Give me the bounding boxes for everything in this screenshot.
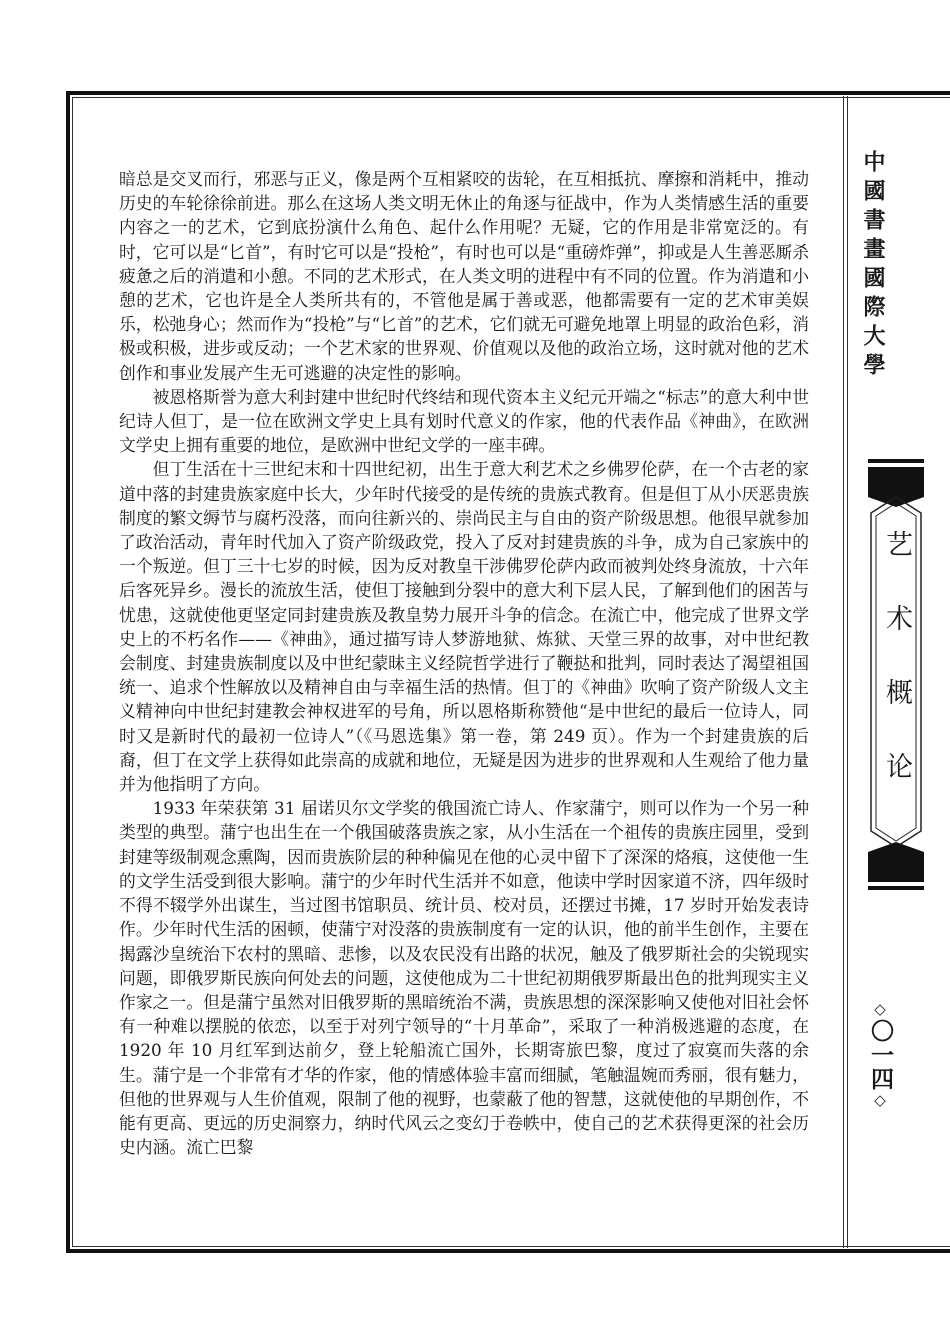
paragraph-3: 但丁生活在十三世纪末和十四世纪初，出生于意大利艺术之乡佛罗伦萨，在一个古老的家道中落的封建贵族家庭中长大，少年时代接受的是传统的贵族式教育。但是但丁从小厌恶贵族制度的繁文缛节与腐朽没落，而向往新兴的、崇尚民主与自由的资产阶级思想。他很早就参加了政治活动，青年时代加入了资产阶级政党，投入了反对封建贵族的斗争，成为自己家族中的一个叛逆。但丁三十七岁的时候，因为反对教皇干涉佛罗伦萨内政而被判处终身流放，十六年后客死异乡。漫长的流放生活，使但丁接触到分裂中的意大利下层人民，了解到他们的困苦与忧患，这就使他更坚定同封建贵族及教皇势力展开斗争的信念。在流亡中，他完成了世界文学史上的不朽名作——《神曲》，通过描写诗人梦游地狱、炼狱、天堂三界的故事，对中世纪教会制度、封建贵族制度以及中世纪蒙昧主义经院哲学进行了鞭挞和批判，同时表达了渴望祖国统一、追求个性解放以及精神自由与幸福生活的热情。但丁的《神曲》吹响了资产阶级人文主义精神向中世纪封建教会神权进军的号角，所以恩格斯称赞他“是中世纪的最后一位诗人，同时又是新时代的最初一位诗人”（《马恩选集》第一卷，第 249 页）。作为一个封建贵族的后裔，但丁在文学上获得如此崇高的成就和地位，无疑是因为进步的世界观和人生观给了他力量并为他指明了方向。 bbox=[119, 459, 809, 795]
paragraph-2: 被恩格斯誉为意大利封建中世纪时代终结和现代资本主义纪元开端之“标志”的意大利中世纪诗人但丁，是一位在欧洲文学史上具有划时代意义的作家，他的代表作品《神曲》，在欧洲文学史上拥有重要的地位，是欧洲中世纪文学的一座丰碑。 bbox=[119, 386, 809, 456]
body-text bbox=[119, 167, 809, 1159]
page-number bbox=[863, 1000, 897, 1110]
column-divider-inner bbox=[847, 96, 848, 1248]
column-divider bbox=[843, 96, 844, 1248]
diamond-icon: ◇ bbox=[871, 1000, 889, 1019]
diamond-icon: ◇ bbox=[871, 1091, 889, 1110]
title-ornament-bottom-icon bbox=[868, 842, 924, 892]
paragraph-4: 1933 年荣获第 31 届诺贝尔文学奖的俄国流亡诗人、作家蒲宁，则可以作为一个另一种类型的典型。蒲宁也出生在一个俄国破落贵族之家，从小生活在一个祖传的贵族庄园里，受到封建等级制观念熏陶，因而贵族阶层的种种偏见在他的心灵中留下了深深的烙痕，这使他一生的文学生活受到很大影响。蒲宁的少年时代生活并不如意，他读中学时因家道不济，四年级时不得不辍学外出谋生，当过图书馆职员、统计员、校对员，还摆过书摊，17 岁时开始发表诗作。少年时代生活的困顿，使蒲宁对没落的贵族制度有一定的认识，他的前半生创作，主要在揭露沙皇统治下农村的黑暗、悲惨，以及农民没有出路的状况，触及了俄罗斯社会的尖锐现实问题，即俄罗斯民族向何处去的问题，这使他成为二十世纪初期俄罗斯最出色的批判现实主义作家之一。但是蒲宁虽然对旧俄罗斯的黑暗统治不满，贵族思想的深深影响又使他对旧社会怀有一种难以摆脱的依恋，以至于对列宁领导的“十月革命”，采取了一种消极逃避的态度，在 1920 年 10 月红军到达前夕，登上轮船流亡国外，长期寄旅巴黎，度过了寂寞而失落的余生。蒲宁是一个非常有才华的作家，他的情感体验丰富而细腻，笔触温婉而秀丽，很有魅力，但他的世界观与人生价值观，限制了他的视野，也蒙蔽了他的智慧，这就使他的早期创作，不能有更高、更远的历史洞察力，纳时代风云之变幻于卷帙中，使自己的艺术获得更深的社会历史内涵。流亡巴黎 bbox=[119, 798, 809, 1158]
publisher-name: 中國書畫國際大學 bbox=[860, 150, 886, 382]
book-title: 艺术概论 bbox=[881, 530, 912, 826]
page-number-digits: 〇一四 bbox=[867, 1019, 894, 1091]
paragraph-1: 暗总是交叉而行，邪恶与正义，像是两个互相紧咬的齿轮，在互相抵抗、摩擦和消耗中，推动历史的车轮徐徐前进。那么在这场人类文明无休止的角逐与征战中，作为人类情感生活的重要内容之一的艺术，它到底扮演什么角色、起什么作用呢？无疑，它的作用是非常宽泛的。有时，它可以是“匕首”，有时它可以是“投枪”，有时也可以是“重磅炸弹”，抑或是人生善恶厮杀疲惫之后的消遣和小憩。不同的艺术形式，在人类文明的进程中有不同的位置。作为消遣和小憩的艺术，它也许是全人类所共有的，不管他是属于善或恶，他都需要有一定的艺术审美娱乐，松弛身心；然而作为“投枪”与“匕首”的艺术，它们就无可避免地罩上明显的政治色彩，消极或积极，进步或反动；一个艺术家的世界观、价值观以及他的政治立场，这时就对他的艺术创作和事业发展产生无可逃避的决定性的影响。 bbox=[119, 169, 809, 383]
